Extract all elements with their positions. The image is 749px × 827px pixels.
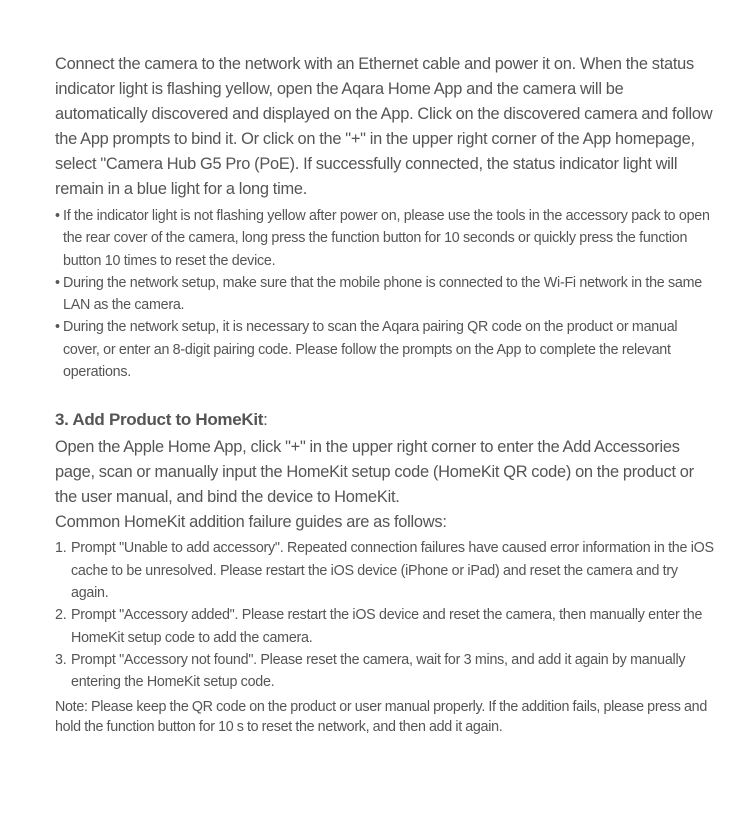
item-number: 3. [55, 651, 67, 668]
bullet-item [55, 205, 715, 272]
bullet-icon: • [55, 319, 60, 336]
bullet-item [55, 272, 715, 317]
failure-item [55, 537, 715, 604]
bullet-item [55, 316, 715, 383]
item-text: Prompt "Accessory not found". Please reset the camera, wait for 3 mins, and add it again by manually entering the HomeKit setup code. [71, 651, 686, 691]
heading-colon: : [263, 410, 268, 430]
bullet-text: During the network setup, it is necessary to scan the Aqara pairing QR code on the product or manual cover, or enter an 8-digit pairing code. Please follow the prompts on the App to complete the relevant operations. [63, 319, 678, 381]
failure-intro: Common HomeKit addition failure guides are as follows: [55, 513, 447, 532]
bullet-text: If the indicator light is not flashing yellow after power on, please use the tools in the accessory pack to open the rear cover of the camera, long press the function button for 10 seconds or quickly press the function button 10 times to reset the device. [63, 208, 710, 269]
heading-text: 3. Add Product to HomeKit [55, 410, 264, 430]
failure-item [55, 649, 715, 694]
homekit-instructions: Open the Apple Home App, click "+" in the upper right corner to enter the Add Accessories page, scan or manually input the HomeKit setup code (HomeKit QR code) on the product or the user manual, and bind the device to HomeKit. [55, 438, 694, 507]
failure-item [55, 604, 715, 649]
failure-list [55, 537, 715, 693]
section-heading-homekit [55, 405, 715, 435]
note-text: Note: Please keep the QR code on the product or user manual properly. If the addition fails, please press and hold the function button for 10 s to reset the network, and then add it again. [55, 699, 707, 736]
bullet-icon: • [55, 274, 60, 291]
bullet-text: During the network setup, make sure that the mobile phone is connected to the Wi-Fi network in the same LAN as the camera. [63, 274, 702, 314]
intro-paragraph: Connect the camera to the network with an Ethernet cable and power it on. When the status indicator light is flashing yellow, open the Aqara Home App and the camera will be automatically discovered and displayed on the App. Click on the discovered camera and follow the App prompts to bind it. Or click on the "+" in the upper right corner of the App homepage, select "Camera Hub G5 Pro (PoE). If successfully connected, the status indicator light will remain in a blue light for a long time. [55, 55, 713, 198]
bullet-icon: • [55, 208, 60, 224]
item-number: 2. [55, 607, 67, 624]
homekit-paragraph [55, 435, 715, 535]
intro-bullet-list [55, 205, 715, 383]
item-text: Prompt "Unable to add accessory". Repeated connection failures have caused error information in the iOS cache to be unresolved. Please restart the iOS device (iPhone or iPad) and reset the camera and try again. [71, 540, 714, 601]
document-body [55, 52, 715, 737]
item-number: 1. [55, 540, 67, 557]
item-text: Prompt "Accessory added". Please restart the iOS device and reset the camera, then manually enter the HomeKit setup code to add the camera. [71, 607, 703, 646]
